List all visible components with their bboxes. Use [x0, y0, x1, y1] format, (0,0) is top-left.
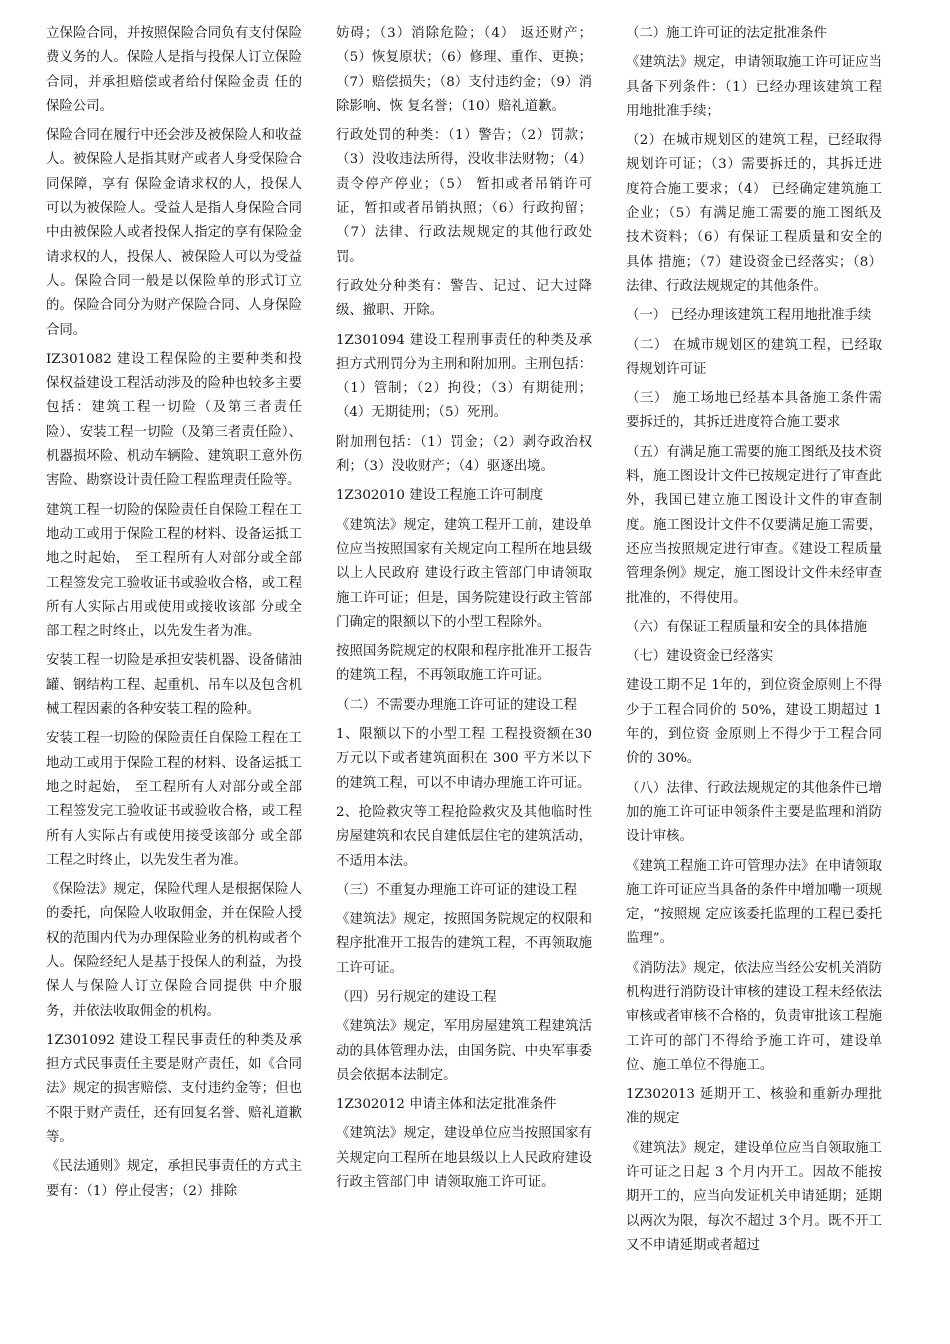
paragraph: 1Z302012 申请主体和法定批准条件	[336, 1097, 557, 1113]
paragraph: （七）建设资金已经落实	[626, 649, 774, 665]
paragraph: IZ301082 建设工程保险的主要种类和投保权益建设工程活动涉及的险种也较多主要包括：建筑工程一切险（及第三者责任险）、安装工程一切险（及第三者责任险）、机器损坏险、机动车辆险、建筑职工意外伤害险、勘察设计责任险工程监理责任险等。	[46, 351, 302, 489]
paragraph: （二） 在城市规划区的建筑工程，已经取得规划许可证	[626, 337, 882, 377]
paragraph: 《建筑法》规定，建设单位应当按照国家有关规定向工程所在地县级以上人民政府建设行政主管部门申 请领取施工许可证。	[336, 1126, 592, 1191]
paragraph: 《建筑法》规定，按照国务院规定的权限和程序批准开工报告的建筑工程，不再领取施工许可证。	[336, 912, 592, 976]
paragraph: 建设工期不足 1年的，到位资金原则上不得少于工程合同价的 50%，建设工期超过 1年的，到位资 金原则上不得少于工程合同价的 30%。	[626, 678, 882, 767]
paragraph: 《建筑法》规定，申请领取施工许可证应当具备下列条件：（1）已经办理该建筑工程用地批准手续；	[626, 55, 882, 119]
paragraph: 《建筑法》规定，军用房屋建筑工程建筑活动的具体管理办法，由国务院、中央军事委员会依据本法制定。	[336, 1019, 592, 1083]
paragraph: 1、限额以下的小型工程 工程投资额在30 万元以下或者建筑面积在 300 平方米以下的建筑工程，可以不申请办理施工许可证。	[336, 727, 592, 791]
paragraph: （五）有满足施工需要的施工图纸及技术资料，施工图设计文件已按规定进行了审查此外，我国已建立施工图设计文件的审查制度。施工图设计文件不仅要满足施工需要，还应当按照规定进行审查。《建设工程质量管理条例》规定，施工图设计文件未经审查批准的，不得使用。	[626, 444, 882, 606]
paragraph: 妨碍；（3）消除危险；（4） 返还财产；（5）恢复原状；（6）修理、重作、更换；（7）赔偿损失；（8）支付违约金；（9）消除影响、恢 复名誉；（10）赔礼道歉。	[336, 26, 592, 114]
paragraph: 按照国务院规定的权限和程序批准开工报告的建筑工程，不再领取施工许可证。	[336, 644, 592, 684]
paragraph: 2、抢险救灾等工程抢险救灾及其他临时性房屋建筑和农民自建低层住宅的建筑活动，不适用本法。	[336, 804, 592, 869]
paragraph: 1Z301094 建设工程刑事责任的种类及承担方式刑罚分为主刑和附加刑。主刑包括：（1）管制；（2）拘役；（3）有期徒刑；（4）无期徒刑；（5）死刑。	[336, 332, 592, 421]
text-column-2	[336, 22, 592, 1344]
paragraph: （四）另行规定的建设工程	[336, 989, 497, 1005]
paragraph: 《消防法》规定，依法应当经公安机关消防机构进行消防设计审核的建设工程未经依法审核或者审核不合格的，负责审批该工程施工许可的部门不得给予施工许可，建设单位、施工单位不得施工。	[626, 960, 882, 1073]
paragraph: 1Z301092 建设工程民事责任的种类及承担方式民事责任主要是财产责任，如《合同法》规定的损害赔偿、支付违约金等；但也不限于财产责任，还有回复名誉、赔礼道歉等。	[46, 1032, 302, 1146]
paragraph: 立保险合同，并按照保险合同负有支付保险费义务的人。保险人是指与投保人订立保险合同，并承担赔偿或者给付保险金责 任的保险公司。	[46, 26, 302, 114]
paragraph: （2）在城市规划区的建筑工程，已经取得规划许可证；（3）需要拆迁的，其拆迁进度符合施工要求；（4） 已经确定建筑施工企业；（5）有满足施工需要的施工图纸及技术资料；（6）有保证工程质量和安全的具体 措施；（7）建设资金已经落实；（8）法律、行政法规规定的其他条件。	[626, 133, 882, 294]
paragraph: （二）不需要办理施工许可证的建设工程	[336, 697, 578, 713]
paragraph: 1Z302010 建设工程施工许可制度	[336, 488, 544, 504]
paragraph: 《建筑法》规定，建筑工程开工前，建设单位应当按照国家有关规定向工程所在地县级以上人民政府 建设行政主管部门申请领取施工许可证；但是，国务院建设行政主管部门确定的限额以下的小型工程除外。	[336, 517, 592, 630]
paragraph: 保险合同在履行中还会涉及被保险人和收益人。被保险人是指其财产或者人身受保险合同保障，享有 保险金请求权的人，投保人可以为被保险人。受益人是指人身保险合同中由被保险人或者投保人指定的享有保险金请求权的人，投保人、被保险人可以为受益人。保险合同一般是以保险单的形式订立的。保险合同分为财产保险合同、人身保险合同。	[46, 128, 302, 338]
paragraph: 建筑工程一切险的保险责任自保险工程在工地动工或用于保险工程的材料、设备运抵工地之时起始， 至工程所有人对部分或全部工程签发完工验收证书或验收合格，或工程所有人实际占用或使用或接收该部 分或全部工程之时终止，以先发生者为准。	[46, 502, 302, 640]
paragraph: 附加刑包括：（1）罚金；（2）剥夺政治权利；（3）没收财产；（4）驱逐出境。	[336, 434, 592, 475]
text-column-1	[46, 22, 302, 1344]
paragraph: 行政处罚的种类：（1）警告；（2）罚款；（3）没收违法所得，没收非法财物；（4）责令停产停业；（5） 暂扣或者吊销许可证，暂扣或者吊销执照；（6）行政拘留；（7）法律、行政法规规定的其他行政处罚。	[336, 128, 592, 265]
paragraph: 安装工程一切险的保险责任自保险工程在工地动工或用于保险工程的材料、设备运抵工地之时起始， 至工程所有人对部分或全部工程签发完工验收证书或验收合格，或工程所有人实际占有或使用接受该部分 或全部工程之时终止，以先发生者为准。	[46, 731, 302, 868]
paragraph: （二）施工许可证的法定批准条件	[626, 26, 827, 41]
paragraph: 行政处分种类有：警告、记过、记大过降级、撤职、开除。	[336, 278, 592, 319]
paragraph: （六）有保证工程质量和安全的具体措施	[626, 619, 868, 635]
paragraph: （八）法律、行政法规规定的其他条件已增加的施工许可证申领条件主要是监理和消防设计审核。	[626, 780, 882, 845]
paragraph: （三） 施工场地已经基本具备施工条件需要拆迁的，其拆迁进度符合施工要求	[626, 391, 882, 431]
paragraph: 《民法通则》规定，承担民事责任的方式主要有：（1）停止侵害；（2）排除	[46, 1159, 302, 1199]
paragraph: 《保险法》规定，保险代理人是根据保险人的委托，向保险人收取佣金，并在保险人授权的范围内代为办理保险业务的机构或者个人。保险经纪人是基于投保人的利益，为投保人与保险人订立保险合同提供 中介服务，并依法收取佣金的机构。	[46, 882, 302, 1019]
text-column-3	[626, 22, 882, 1344]
paragraph: （三）不重复办理施工许可证的建设工程	[336, 882, 578, 898]
paragraph: 《建筑工程施工许可管理办法》在申请领取施工许可证应当具备的条件中增加嘞一项规定，“按照规 定应该委托监理的工程已委托监理”。	[626, 858, 882, 947]
paragraph: 安装工程一切险是承担安装机器、设备储油罐、钢结构工程、起重机、吊车以及包含机械工程因素的各种安装工程的险种。	[46, 653, 302, 718]
paragraph: 《建筑法》规定，建设单位应当自领取施工许可证之日起 3 个月内开工。因故不能按期开工的，应当向发证机关申请延期；延期以两次为限，每次不超过 3个月。既不开工又不申请延期或者超过	[626, 1140, 882, 1253]
paragraph: 1Z302013 延期开工、核验和重新办理批准的规定	[626, 1087, 882, 1127]
paragraph: （一） 已经办理该建筑工程用地批准手续	[626, 308, 872, 324]
